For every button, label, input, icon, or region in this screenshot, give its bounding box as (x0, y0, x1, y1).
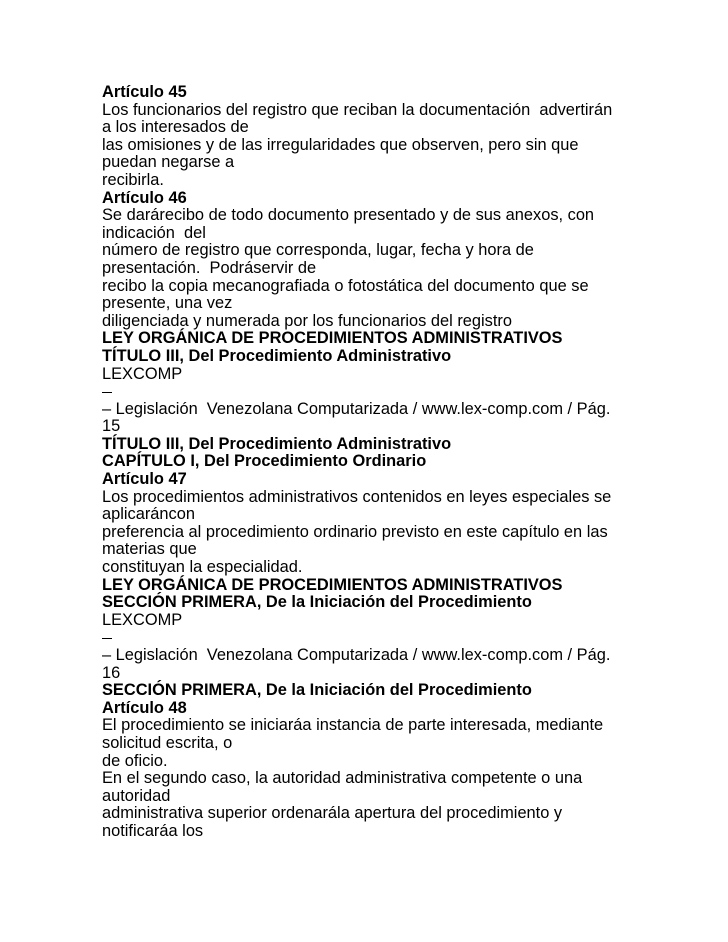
text-line: de oficio. (102, 751, 168, 770)
separator-rule (102, 383, 702, 401)
text-line: número de registro que corresponda, lugar, fecha y hora de (102, 241, 534, 260)
text-line: constituyan la especialidad. (102, 558, 303, 577)
text-line: notificaráa los (102, 821, 204, 840)
heading-line: Artículo 46 (102, 188, 187, 207)
heading-line: TÍTULO III, Del Procedimiento Administrativo (102, 434, 452, 453)
heading-line: CAPÍTULO I, Del Procedimiento Ordinario (102, 452, 427, 471)
text-line: las omisiones y de las irregularidades que observen, pero sin que (102, 135, 579, 154)
text-line: recibirla. (102, 170, 164, 189)
text-line: preferencia al procedimiento ordinario previsto en este capítulo en las (102, 522, 608, 541)
text-line: indicación del (102, 223, 206, 242)
rule-mark (102, 638, 112, 639)
heading-line: LEY ORGÁNICA DE PROCEDIMIENTOS ADMINISTRATIVOS (102, 329, 563, 348)
separator-rule (102, 629, 702, 647)
heading-line: SECCIÓN PRIMERA, De la Iniciación del Procedimiento (102, 593, 532, 612)
text-line: a los interesados de (102, 118, 249, 137)
text-line: puedan negarse a (102, 153, 235, 172)
heading-line: Artículo 45 (102, 83, 187, 101)
heading-line: SECCIÓN PRIMERA, De la Iniciación del Procedimiento (102, 681, 532, 700)
text-line: 15 (102, 417, 121, 436)
heading-line: Artículo 47 (102, 470, 187, 489)
text-line: – Legislación Venezolana Computarizada / www.lex-comp.com / Pág. (102, 399, 611, 418)
text-line: Los funcionarios del registro que reciban la documentación advertirán (102, 100, 613, 119)
text-line: diligenciada y numerada por los funcionarios del registro (102, 311, 512, 330)
heading-line: Artículo 48 (102, 698, 187, 717)
text-line: presentación. Podráservir de (102, 258, 317, 277)
text-line: recibo la copia mecanografiada o fotostática del documento que se (102, 276, 589, 295)
heading-line: LEY ORGÁNICA DE PROCEDIMIENTOS ADMINISTRATIVOS (102, 575, 563, 594)
document-text (102, 84, 702, 841)
text-line: – Legislación Venezolana Computarizada / www.lex-comp.com / Pág. (102, 646, 611, 664)
heading-line: TÍTULO III, Del Procedimiento Administrativo (102, 346, 452, 365)
text-line: administrativa superior ordenarála apertura del procedimiento y (102, 804, 563, 823)
text-line: aplicaráncon (102, 505, 195, 524)
text-line: materias que (102, 540, 197, 559)
text-line: presente, una vez (102, 294, 233, 313)
text-line: LEXCOMP (102, 364, 183, 383)
text-line: El procedimiento se iniciaráa instancia de parte interesada, mediante (102, 716, 604, 735)
text-line: autoridad (102, 786, 171, 805)
text-line: LEXCOMP (102, 610, 183, 629)
text-line: Se darárecibo de todo documento presentado y de sus anexos, con (102, 206, 595, 225)
text-line: 16 (102, 663, 121, 682)
text-line: Los procedimientos administrativos contenidos en leyes especiales se (102, 487, 612, 506)
text-line: En el segundo caso, la autoridad administrativa competente o una (102, 769, 583, 788)
text-line: solicitud escrita, o (102, 733, 233, 752)
rule-mark (102, 392, 112, 393)
